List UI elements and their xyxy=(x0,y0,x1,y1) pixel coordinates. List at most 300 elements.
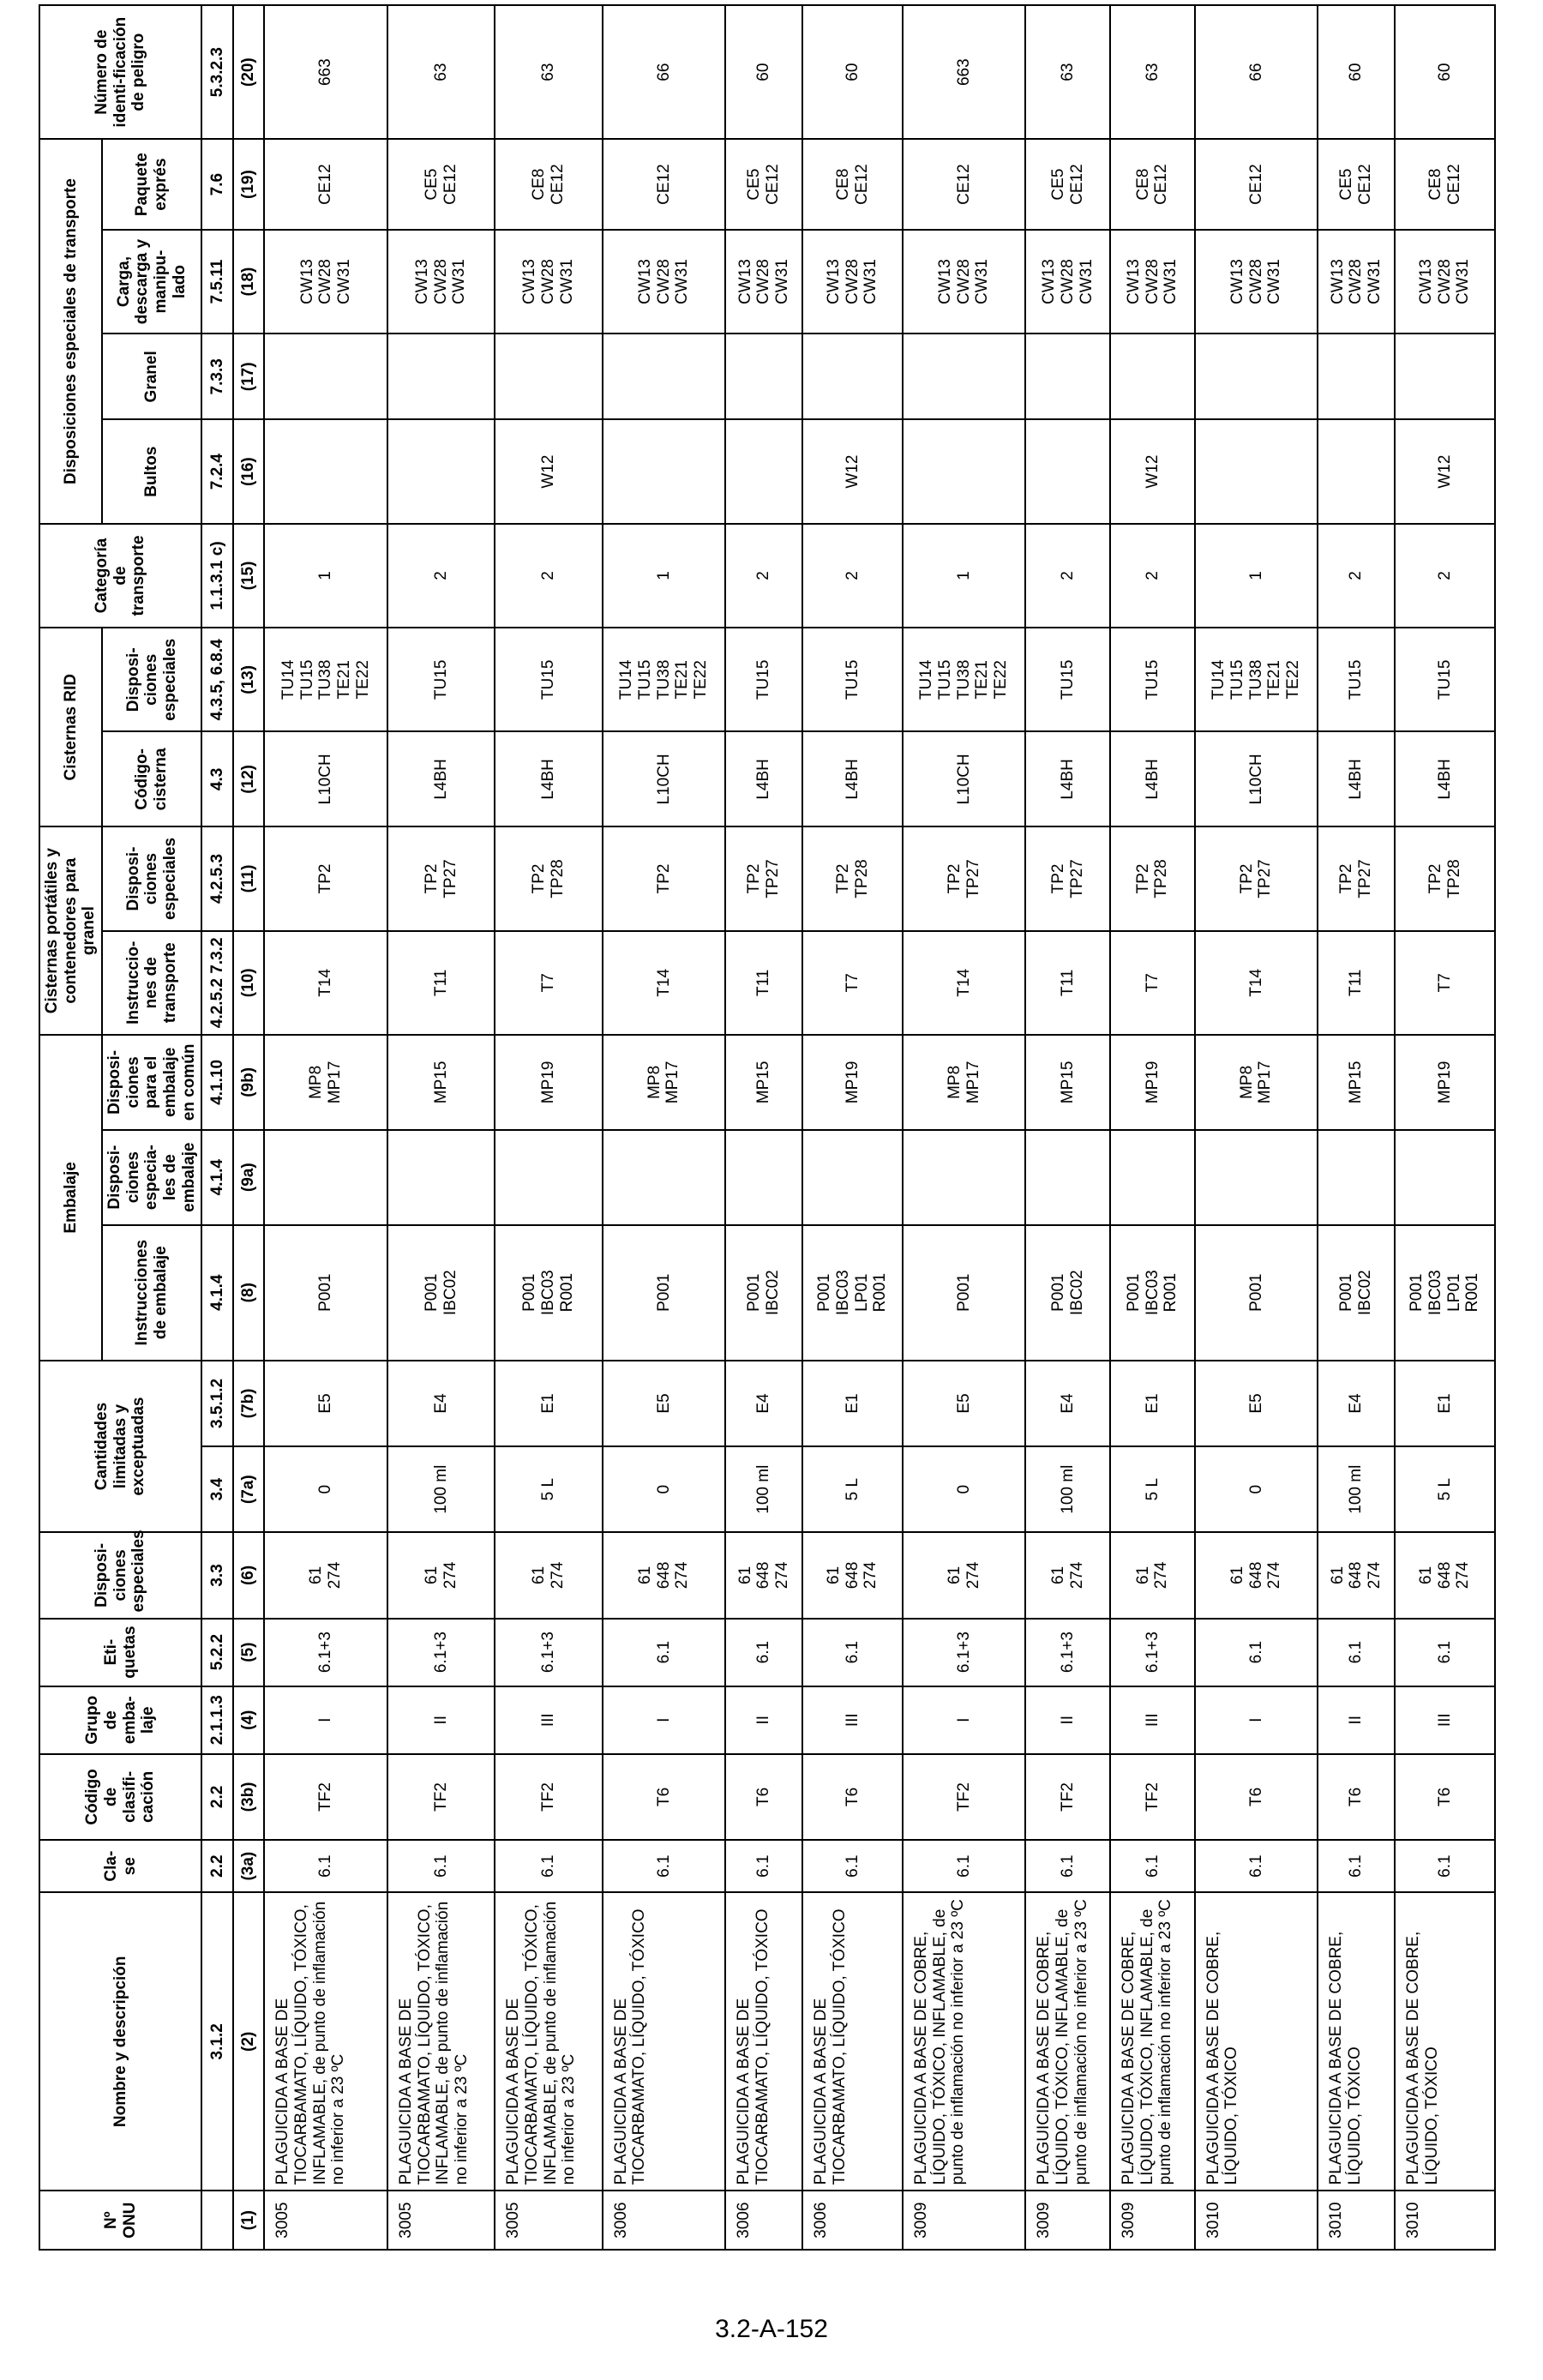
table-row xyxy=(387,5,495,2250)
reference-row xyxy=(201,5,233,2250)
cell-transport-category: 1 xyxy=(264,524,387,628)
cell-transport-instructions: T11 xyxy=(1025,931,1110,1035)
cell-packing-group: I xyxy=(1195,1686,1318,1754)
cell-tank-special-provisions: TU15 xyxy=(1110,628,1195,731)
cell-tank-special-provisions: TU15 xyxy=(495,628,602,731)
cell-packing-instructions: P001 IBC02 xyxy=(387,1225,495,1361)
cell-express-parcel: CE5 CE12 xyxy=(1318,139,1395,230)
cell-un-number: 3009 xyxy=(1110,2191,1195,2250)
cell-packing-group: II xyxy=(1025,1686,1110,1754)
header-class-code: Código de clasifi-cación xyxy=(39,1754,201,1840)
cell-mixed-packing-provisions: MP15 xyxy=(1025,1035,1110,1130)
cell-portable-tank-provisions: TP2 TP27 xyxy=(725,826,802,930)
cell-classification-code: T6 xyxy=(802,1754,903,1840)
cell-packages-provisions xyxy=(264,419,387,523)
cell-packing-group: III xyxy=(495,1686,602,1754)
cell-bulk-provisions xyxy=(1025,334,1110,419)
cell-labels: 6.1 xyxy=(802,1619,903,1686)
cell-class: 6.1 xyxy=(603,1840,725,1892)
cell-packing-instructions: P001 IBC03 LP01 R001 xyxy=(1395,1225,1495,1361)
cell-un-number: 3009 xyxy=(1025,2191,1110,2250)
cell-special-packing-provisions xyxy=(903,1130,1025,1225)
cell-express-parcel: CE8 CE12 xyxy=(1395,139,1495,230)
column-number-cell: (4) xyxy=(233,1686,265,1754)
cell-name-description: PLAGUICIDA A BASE DE TIOCARBAMATO, LÍQUIDO, TÓXICO xyxy=(725,1892,802,2191)
reference-cell: 2.2 xyxy=(201,1754,233,1840)
reference-cell: 4.1.4 xyxy=(201,1130,233,1225)
cell-tank-code: L4BH xyxy=(1318,732,1395,827)
cell-bulk-provisions xyxy=(725,334,802,419)
column-number-cell: (12) xyxy=(233,732,265,827)
cell-limited-quantity: 5 L xyxy=(1395,1446,1495,1532)
cell-class: 6.1 xyxy=(387,1840,495,1892)
cell-labels: 6.1 xyxy=(1195,1619,1318,1686)
reference-cell: 4.3.5, 6.8.4 xyxy=(201,628,233,731)
cell-tank-special-provisions: TU14 TU15 TU38 TE21 TE22 xyxy=(264,628,387,731)
rotated-table-wrapper xyxy=(39,4,1496,2251)
column-number-cell: (10) xyxy=(233,931,265,1035)
cell-special-provisions: 61 274 xyxy=(264,1532,387,1618)
cell-un-number: 3010 xyxy=(1195,2191,1318,2250)
column-number-cell: (9b) xyxy=(233,1035,265,1130)
cell-mixed-packing-provisions: MP8 MP17 xyxy=(264,1035,387,1130)
reference-cell: 4.1.10 xyxy=(201,1035,233,1130)
cell-packages-provisions xyxy=(1025,419,1110,523)
cell-limited-quantity: 100 ml xyxy=(725,1446,802,1532)
cell-un-number: 3006 xyxy=(725,2191,802,2250)
cell-hazard-id-number: 63 xyxy=(1025,5,1110,139)
reference-cell: 4.3 xyxy=(201,732,233,827)
cell-un-number: 3005 xyxy=(495,2191,602,2250)
cell-tank-code: L4BH xyxy=(387,732,495,827)
cell-tank-code: L4BH xyxy=(1395,732,1495,827)
cell-bulk-provisions xyxy=(1195,334,1318,419)
cell-loading-provisions: CW13 CW28 CW31 xyxy=(1025,230,1110,334)
cell-tank-special-provisions: TU14 TU15 TU38 TE21 TE22 xyxy=(903,628,1025,731)
header-express: Paquete exprés xyxy=(102,139,201,230)
cell-packages-provisions: W12 xyxy=(802,419,903,523)
cell-transport-instructions: T7 xyxy=(1395,931,1495,1035)
cell-tank-code: L10CH xyxy=(1195,732,1318,827)
cell-bulk-provisions xyxy=(1110,334,1195,419)
cell-packages-provisions xyxy=(387,419,495,523)
cell-class: 6.1 xyxy=(903,1840,1025,1892)
column-number-cell: (11) xyxy=(233,826,265,930)
table-row xyxy=(1318,5,1395,2250)
cell-classification-code: TF2 xyxy=(387,1754,495,1840)
cell-name-description: PLAGUICIDA A BASE DE TIOCARBAMATO, LÍQUIDO, TÓXICO xyxy=(802,1892,903,2191)
cell-class: 6.1 xyxy=(1110,1840,1195,1892)
cell-bulk-provisions xyxy=(1395,334,1495,419)
cell-tank-special-provisions: TU15 xyxy=(1025,628,1110,731)
cell-bulk-provisions xyxy=(903,334,1025,419)
cell-labels: 6.1+3 xyxy=(1025,1619,1110,1686)
cell-classification-code: TF2 xyxy=(264,1754,387,1840)
header-labels: Eti-quetas xyxy=(39,1619,201,1686)
cell-loading-provisions: CW13 CW28 CW31 xyxy=(1395,230,1495,334)
cell-loading-provisions: CW13 CW28 CW31 xyxy=(603,230,725,334)
cell-name-description: PLAGUICIDA A BASE DE COBRE, LÍQUIDO, TÓXICO, INFLAMABLE, de punto de inflamación no inferior a 23 ºC xyxy=(903,1892,1025,2191)
cell-excepted-quantity: E4 xyxy=(1318,1361,1395,1446)
cell-classification-code: T6 xyxy=(725,1754,802,1840)
cell-special-packing-provisions xyxy=(495,1130,602,1225)
cell-limited-quantity: 100 ml xyxy=(1025,1446,1110,1532)
cell-hazard-id-number: 60 xyxy=(1395,5,1495,139)
column-number-cell: (6) xyxy=(233,1532,265,1618)
cell-name-description: PLAGUICIDA A BASE DE COBRE, LÍQUIDO, TÓXICO, INFLAMABLE, de punto de inflamación no inferior a 23 ºC xyxy=(1110,1892,1195,2191)
column-number-cell: (5) xyxy=(233,1619,265,1686)
table-row xyxy=(802,5,903,2250)
cell-hazard-id-number: 60 xyxy=(1318,5,1395,139)
column-number-cell: (19) xyxy=(233,139,265,230)
cell-transport-instructions: T14 xyxy=(1195,931,1318,1035)
cell-hazard-id-number: 60 xyxy=(725,5,802,139)
cell-transport-instructions: T14 xyxy=(603,931,725,1035)
reference-cell: 7.3.3 xyxy=(201,334,233,419)
header-transport-category: Categoría de transporte xyxy=(39,524,201,628)
cell-classification-code: T6 xyxy=(1195,1754,1318,1840)
cell-packages-provisions xyxy=(1318,419,1395,523)
cell-class: 6.1 xyxy=(1195,1840,1318,1892)
cell-tank-special-provisions: TU14 TU15 TU38 TE21 TE22 xyxy=(603,628,725,731)
cell-labels: 6.1 xyxy=(725,1619,802,1686)
reference-cell: 4.2.5.3 xyxy=(201,826,233,930)
cell-transport-category: 2 xyxy=(1318,524,1395,628)
cell-express-parcel: CE12 xyxy=(264,139,387,230)
header-portable-special: Disposi-ciones especiales xyxy=(102,826,201,930)
cell-tank-code: L4BH xyxy=(1110,732,1195,827)
cell-transport-instructions: T14 xyxy=(264,931,387,1035)
reference-cell xyxy=(201,2191,233,2250)
cell-un-number: 3010 xyxy=(1318,2191,1395,2250)
cell-tank-code: L4BH xyxy=(1025,732,1110,827)
cell-labels: 6.1+3 xyxy=(903,1619,1025,1686)
cell-special-packing-provisions xyxy=(1110,1130,1195,1225)
cell-packing-group: III xyxy=(1395,1686,1495,1754)
cell-portable-tank-provisions: TP2 xyxy=(264,826,387,930)
cell-loading-provisions: CW13 CW28 CW31 xyxy=(903,230,1025,334)
cell-tank-special-provisions: TU15 xyxy=(802,628,903,731)
cell-limited-quantity: 0 xyxy=(264,1446,387,1532)
cell-transport-instructions: T7 xyxy=(495,931,602,1035)
cell-express-parcel: CE12 xyxy=(603,139,725,230)
column-number-cell: (8) xyxy=(233,1225,265,1361)
cell-name-description: PLAGUICIDA A BASE DE COBRE, LÍQUIDO, TÓXICO, INFLAMABLE, de punto de inflamación no inferior a 23 ºC xyxy=(1025,1892,1110,2191)
cell-portable-tank-provisions: TP2 TP28 xyxy=(495,826,602,930)
cell-limited-quantity: 0 xyxy=(903,1446,1025,1532)
cell-name-description: PLAGUICIDA A BASE DE TIOCARBAMATO, LÍQUIDO, TÓXICO, INFLAMABLE, de punto de inflamación no inferior a 23 ºC xyxy=(387,1892,495,2191)
cell-excepted-quantity: E1 xyxy=(1395,1361,1495,1446)
cell-labels: 6.1+3 xyxy=(1110,1619,1195,1686)
cell-excepted-quantity: E5 xyxy=(1195,1361,1318,1446)
header-packing-group: Grupo de emba-laje xyxy=(39,1686,201,1754)
cell-mixed-packing-provisions: MP15 xyxy=(387,1035,495,1130)
cell-name-description: PLAGUICIDA A BASE DE TIOCARBAMATO, LÍQUIDO, TÓXICO, INFLAMABLE, de punto de inflamación no inferior a 23 ºC xyxy=(264,1892,387,2191)
column-number-cell: (17) xyxy=(233,334,265,419)
cell-tank-special-provisions: TU15 xyxy=(725,628,802,731)
reference-cell: 5.2.2 xyxy=(201,1619,233,1686)
column-number-cell: (15) xyxy=(233,524,265,628)
table-row xyxy=(603,5,725,2250)
header-bulk: Granel xyxy=(102,334,201,419)
cell-loading-provisions: CW13 CW28 CW31 xyxy=(264,230,387,334)
cell-excepted-quantity: E4 xyxy=(1025,1361,1110,1446)
column-number-cell: (16) xyxy=(233,419,265,523)
cell-packing-instructions: P001 xyxy=(603,1225,725,1361)
cell-name-description: PLAGUICIDA A BASE DE COBRE, LÍQUIDO, TÓXICO xyxy=(1195,1892,1318,2191)
reference-cell: 2.1.1.3 xyxy=(201,1686,233,1754)
cell-special-packing-provisions xyxy=(264,1130,387,1225)
header-limited-quantities: Cantidades limitadas y exceptuadas xyxy=(39,1361,201,1532)
cell-classification-code: T6 xyxy=(1395,1754,1495,1840)
cell-mixed-packing-provisions: MP19 xyxy=(1110,1035,1195,1130)
cell-bulk-provisions xyxy=(802,334,903,419)
cell-bulk-provisions xyxy=(264,334,387,419)
header-special-provisions: Disposi-ciones especiales xyxy=(39,1532,201,1618)
cell-transport-category: 2 xyxy=(495,524,602,628)
reference-cell: 2.2 xyxy=(201,1840,233,1892)
table-row xyxy=(1195,5,1318,2250)
cell-special-packing-provisions xyxy=(387,1130,495,1225)
cell-transport-category: 2 xyxy=(1110,524,1195,628)
cell-transport-instructions: T14 xyxy=(903,931,1025,1035)
cell-mixed-packing-provisions: MP15 xyxy=(725,1035,802,1130)
cell-loading-provisions: CW13 CW28 CW31 xyxy=(1318,230,1395,334)
cell-express-parcel: CE12 xyxy=(903,139,1025,230)
header-packing-instructions: Instrucciones de embalaje xyxy=(102,1225,201,1361)
cell-hazard-id-number: 63 xyxy=(495,5,602,139)
cell-excepted-quantity: E1 xyxy=(495,1361,602,1446)
table-row xyxy=(903,5,1025,2250)
reference-cell: 1.1.3.1 c) xyxy=(201,524,233,628)
cell-labels: 6.1+3 xyxy=(387,1619,495,1686)
cell-special-provisions: 61 274 xyxy=(495,1532,602,1618)
cell-transport-instructions: T11 xyxy=(387,931,495,1035)
cell-special-provisions: 61 648 274 xyxy=(725,1532,802,1618)
cell-classification-code: T6 xyxy=(603,1754,725,1840)
cell-special-provisions: 61 274 xyxy=(1110,1532,1195,1618)
cell-transport-category: 2 xyxy=(1395,524,1495,628)
cell-packages-provisions xyxy=(725,419,802,523)
cell-packing-instructions: P001 IBC02 xyxy=(1318,1225,1395,1361)
header-tank-special: Disposi-ciones especiales xyxy=(102,628,201,731)
reference-cell: 4.2.5.2 7.3.2 xyxy=(201,931,233,1035)
cell-classification-code: TF2 xyxy=(495,1754,602,1840)
cell-packages-provisions: W12 xyxy=(495,419,602,523)
cell-tank-code: L10CH xyxy=(903,732,1025,827)
cell-name-description: PLAGUICIDA A BASE DE TIOCARBAMATO, LÍQUIDO, TÓXICO, INFLAMABLE, de punto de inflamación no inferior a 23 ºC xyxy=(495,1892,602,2191)
header-special-packing: Disposi-ciones especia-les de embalaje xyxy=(102,1130,201,1225)
header-portable-tanks: Cisternas portátiles y contenedores para granel xyxy=(39,826,102,1035)
cell-special-packing-provisions xyxy=(603,1130,725,1225)
cell-special-provisions: 61 648 274 xyxy=(1395,1532,1495,1618)
cell-name-description: PLAGUICIDA A BASE DE COBRE, LÍQUIDO, TÓXICO xyxy=(1318,1892,1395,2191)
cell-packing-instructions: P001 IBC03 LP01 R001 xyxy=(802,1225,903,1361)
cell-labels: 6.1 xyxy=(603,1619,725,1686)
reference-cell: 7.6 xyxy=(201,139,233,230)
cell-excepted-quantity: E5 xyxy=(903,1361,1025,1446)
cell-limited-quantity: 5 L xyxy=(495,1446,602,1532)
header-class: Cla-se xyxy=(39,1840,201,1892)
column-number-row xyxy=(233,5,265,2250)
cell-class: 6.1 xyxy=(802,1840,903,1892)
header-tank-code: Código-cisterna xyxy=(102,732,201,827)
cell-special-provisions: 61 274 xyxy=(387,1532,495,1618)
cell-tank-code: L10CH xyxy=(603,732,725,827)
cell-class: 6.1 xyxy=(1318,1840,1395,1892)
header-special-transport: Disposiciones especiales de transporte xyxy=(39,139,102,523)
header-transport-instructions: Instruccio-nes de transporte xyxy=(102,931,201,1035)
cell-packing-instructions: P001 xyxy=(903,1225,1025,1361)
column-number-cell: (7a) xyxy=(233,1446,265,1532)
cell-labels: 6.1 xyxy=(1318,1619,1395,1686)
cell-excepted-quantity: E1 xyxy=(1110,1361,1195,1446)
dangerous-goods-table xyxy=(39,4,1496,2251)
cell-mixed-packing-provisions: MP8 MP17 xyxy=(603,1035,725,1130)
cell-portable-tank-provisions: TP2 TP28 xyxy=(1110,826,1195,930)
cell-portable-tank-provisions: TP2 TP27 xyxy=(1195,826,1318,930)
header-row-1 xyxy=(39,5,102,2250)
cell-tank-code: L4BH xyxy=(802,732,903,827)
table-row xyxy=(1025,5,1110,2250)
cell-limited-quantity: 5 L xyxy=(1110,1446,1195,1532)
cell-un-number: 3006 xyxy=(603,2191,725,2250)
cell-mixed-packing-provisions: MP19 xyxy=(1395,1035,1495,1130)
cell-special-provisions: 61 274 xyxy=(903,1532,1025,1618)
cell-packing-instructions: P001 xyxy=(1195,1225,1318,1361)
header-loading: Carga, descarga y manipu-lado xyxy=(102,230,201,334)
cell-special-packing-provisions xyxy=(1395,1130,1495,1225)
cell-mixed-packing-provisions: MP19 xyxy=(495,1035,602,1130)
cell-packing-group: I xyxy=(264,1686,387,1754)
reference-cell: 7.2.4 xyxy=(201,419,233,523)
cell-packing-group: III xyxy=(802,1686,903,1754)
cell-limited-quantity: 100 ml xyxy=(387,1446,495,1532)
cell-portable-tank-provisions: TP2 xyxy=(603,826,725,930)
cell-limited-quantity: 100 ml xyxy=(1318,1446,1395,1532)
cell-limited-quantity: 5 L xyxy=(802,1446,903,1532)
cell-portable-tank-provisions: TP2 TP27 xyxy=(1025,826,1110,930)
cell-packages-provisions: W12 xyxy=(1110,419,1195,523)
cell-class: 6.1 xyxy=(1395,1840,1495,1892)
cell-special-packing-provisions xyxy=(802,1130,903,1225)
table-row xyxy=(725,5,802,2250)
cell-classification-code: TF2 xyxy=(1025,1754,1110,1840)
cell-packing-group: II xyxy=(725,1686,802,1754)
reference-cell: 3.5.1.2 xyxy=(201,1361,233,1446)
cell-packages-provisions xyxy=(903,419,1025,523)
cell-express-parcel: CE12 xyxy=(1195,139,1318,230)
cell-hazard-id-number: 63 xyxy=(1110,5,1195,139)
column-number-cell: (13) xyxy=(233,628,265,731)
cell-transport-category: 2 xyxy=(387,524,495,628)
cell-class: 6.1 xyxy=(1025,1840,1110,1892)
cell-name-description: PLAGUICIDA A BASE DE TIOCARBAMATO, LÍQUIDO, TÓXICO xyxy=(603,1892,725,2191)
cell-classification-code: TF2 xyxy=(1110,1754,1195,1840)
cell-special-packing-provisions xyxy=(725,1130,802,1225)
cell-tank-special-provisions: TU15 xyxy=(1395,628,1495,731)
cell-packing-instructions: P001 xyxy=(264,1225,387,1361)
cell-class: 6.1 xyxy=(264,1840,387,1892)
cell-special-packing-provisions xyxy=(1025,1130,1110,1225)
table-row xyxy=(1110,5,1195,2250)
cell-loading-provisions: CW13 CW28 CW31 xyxy=(387,230,495,334)
header-mixed-packing: Disposi-ciones para el embalaje en común xyxy=(102,1035,201,1130)
cell-excepted-quantity: E5 xyxy=(264,1361,387,1446)
cell-un-number: 3006 xyxy=(802,2191,903,2250)
cell-tank-special-provisions: TU15 xyxy=(387,628,495,731)
cell-tank-code: L4BH xyxy=(495,732,602,827)
column-number-cell: (3b) xyxy=(233,1754,265,1840)
reference-cell: 5.3.2.3 xyxy=(201,5,233,139)
cell-express-parcel: CE8 CE12 xyxy=(1110,139,1195,230)
cell-hazard-id-number: 66 xyxy=(1195,5,1318,139)
cell-classification-code: TF2 xyxy=(903,1754,1025,1840)
header-hazard-id: Número de identi-ficación de peligro xyxy=(39,5,201,139)
table-row xyxy=(264,5,387,2250)
cell-hazard-id-number: 63 xyxy=(387,5,495,139)
cell-limited-quantity: 0 xyxy=(603,1446,725,1532)
cell-transport-instructions: T7 xyxy=(1110,931,1195,1035)
cell-special-packing-provisions xyxy=(1318,1130,1395,1225)
reference-cell: 3.1.2 xyxy=(201,1892,233,2191)
cell-packing-group: I xyxy=(603,1686,725,1754)
cell-tank-special-provisions: TU15 xyxy=(1318,628,1395,731)
cell-transport-instructions: T11 xyxy=(725,931,802,1035)
reference-cell: 3.3 xyxy=(201,1532,233,1618)
cell-excepted-quantity: E5 xyxy=(603,1361,725,1446)
cell-packing-instructions: P001 IBC02 xyxy=(725,1225,802,1361)
cell-portable-tank-provisions: TP2 TP28 xyxy=(802,826,903,930)
cell-hazard-id-number: 663 xyxy=(903,5,1025,139)
cell-special-provisions: 61 274 xyxy=(1025,1532,1110,1618)
cell-hazard-id-number: 663 xyxy=(264,5,387,139)
cell-bulk-provisions xyxy=(603,334,725,419)
cell-express-parcel: CE5 CE12 xyxy=(387,139,495,230)
cell-class: 6.1 xyxy=(725,1840,802,1892)
cell-loading-provisions: CW13 CW28 CW31 xyxy=(1195,230,1318,334)
cell-name-description: PLAGUICIDA A BASE DE COBRE, LÍQUIDO, TÓXICO xyxy=(1395,1892,1495,2191)
cell-packing-group: II xyxy=(1318,1686,1395,1754)
header-un-no: Nº ONU xyxy=(39,2191,201,2250)
cell-special-provisions: 61 648 274 xyxy=(802,1532,903,1618)
reference-cell: 7.5.11 xyxy=(201,230,233,334)
cell-special-provisions: 61 648 274 xyxy=(603,1532,725,1618)
cell-tank-special-provisions: TU14 TU15 TU38 TE21 TE22 xyxy=(1195,628,1318,731)
column-number-cell: (20) xyxy=(233,5,265,139)
cell-packages-provisions: W12 xyxy=(1395,419,1495,523)
cell-transport-category: 2 xyxy=(725,524,802,628)
cell-labels: 6.1+3 xyxy=(264,1619,387,1686)
cell-excepted-quantity: E4 xyxy=(387,1361,495,1446)
cell-transport-category: 2 xyxy=(1025,524,1110,628)
column-number-cell: (9a) xyxy=(233,1130,265,1225)
cell-hazard-id-number: 60 xyxy=(802,5,903,139)
cell-un-number: 3010 xyxy=(1395,2191,1495,2250)
cell-portable-tank-provisions: TP2 TP27 xyxy=(903,826,1025,930)
cell-special-provisions: 61 648 274 xyxy=(1318,1532,1395,1618)
cell-transport-instructions: T7 xyxy=(802,931,903,1035)
table-row xyxy=(1395,5,1495,2250)
column-number-cell: (1) xyxy=(233,2191,265,2250)
cell-portable-tank-provisions: TP2 TP28 xyxy=(1395,826,1495,930)
cell-un-number: 3005 xyxy=(264,2191,387,2250)
column-number-cell: (18) xyxy=(233,230,265,334)
cell-tank-code: L10CH xyxy=(264,732,387,827)
cell-bulk-provisions xyxy=(1318,334,1395,419)
column-number-cell: (2) xyxy=(233,1892,265,2191)
cell-bulk-provisions xyxy=(387,334,495,419)
